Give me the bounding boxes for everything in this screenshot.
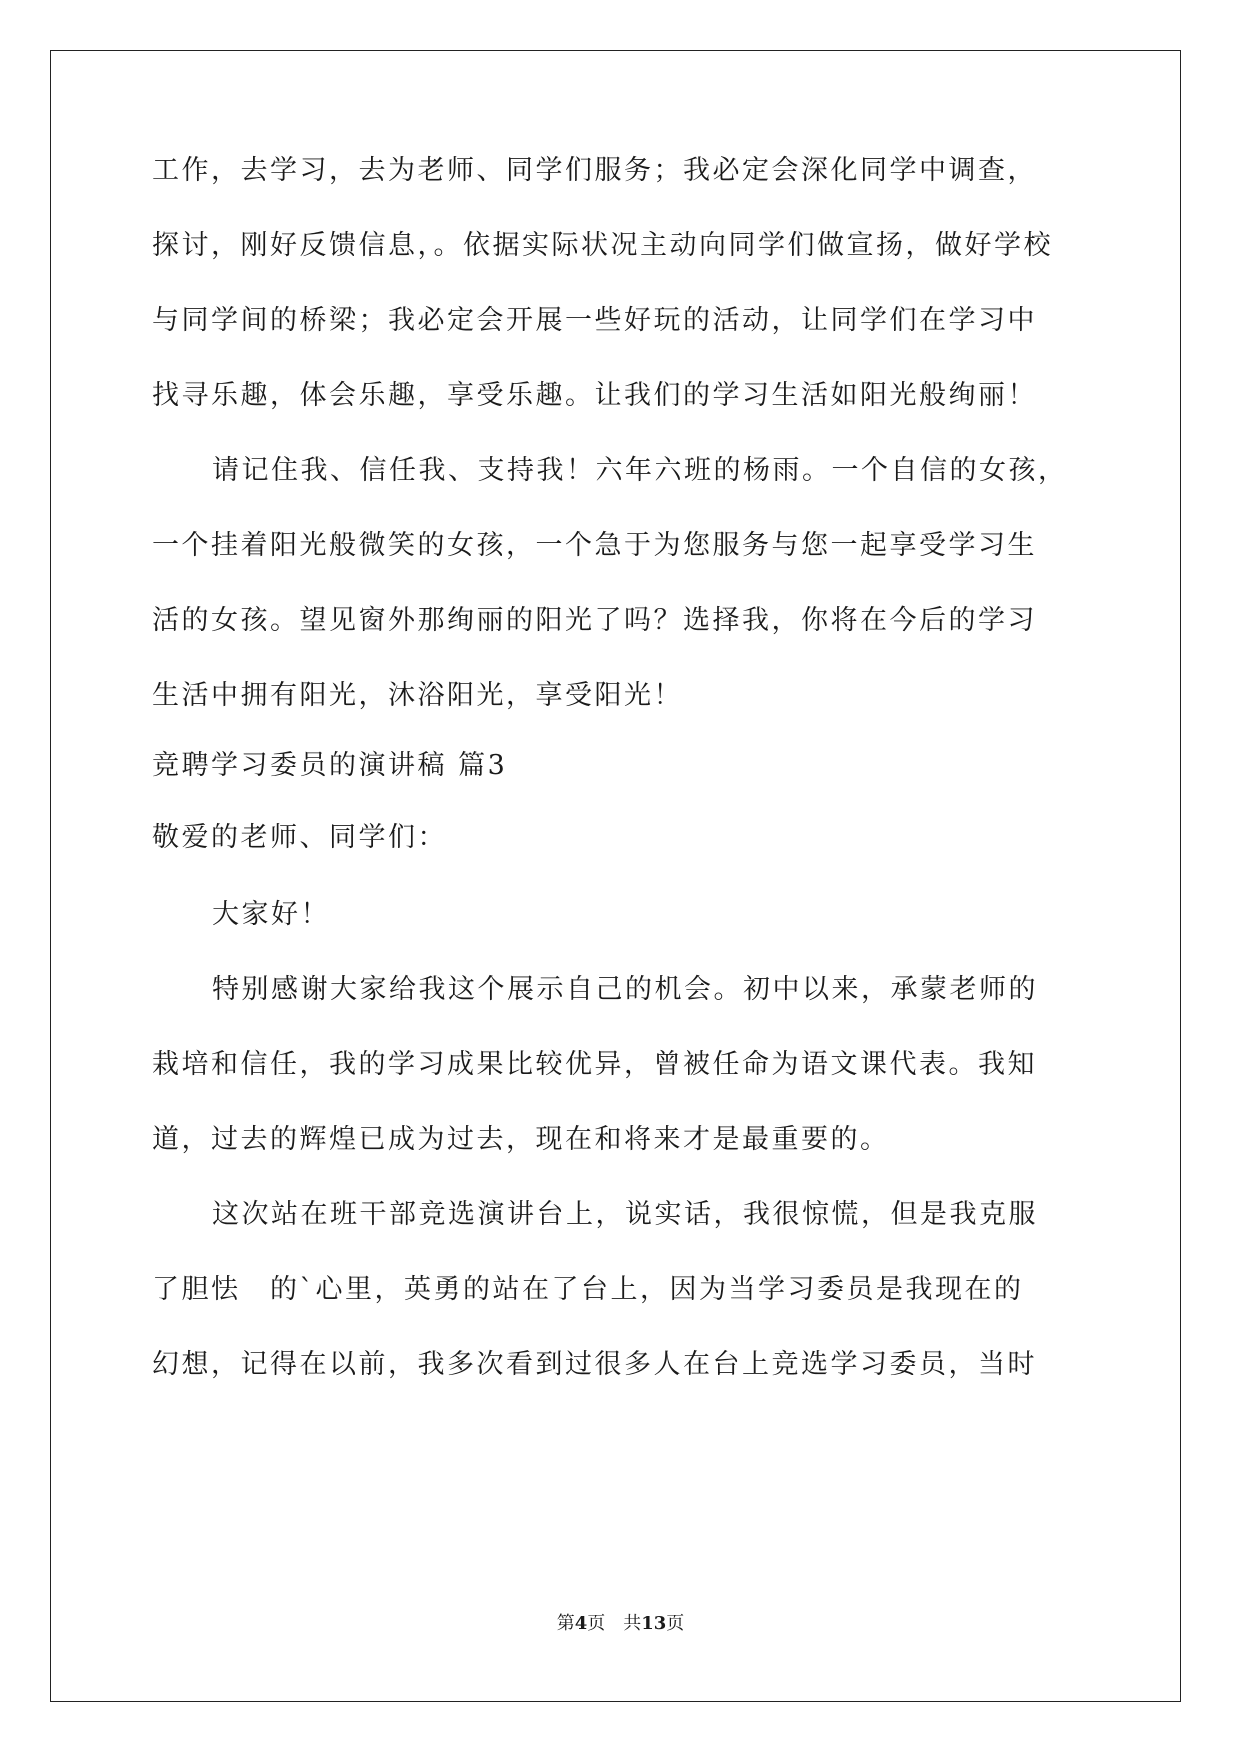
body-line: 生活中拥有阳光，沐浴阳光，享受阳光！ xyxy=(152,680,683,711)
section-heading: 竞聘学习委员的演讲稿 篇3 xyxy=(152,750,508,781)
body-line: 请记住我、信任我、支持我！六年六班的杨雨。一个自信的女孩， xyxy=(212,455,1068,486)
body-line: 探讨，刚好反馈信息，。依据实际状况主动向同学们做宣扬，做好学校 xyxy=(152,230,1053,261)
greeting: 大家好！ xyxy=(212,899,330,930)
page-footer xyxy=(0,1612,1241,1636)
body-line: 这次站在班干部竞选演讲台上，说实话，我很惊慌，但是我克服 xyxy=(212,1199,1038,1230)
body-line: 工作，去学习，去为老师、同学们服务；我必定会深化同学中调查， xyxy=(152,155,1037,186)
body-line: 栽培和信任，我的学习成果比较优异，曾被任命为语文课代表。我知 xyxy=(152,1049,1037,1080)
body-line: 一个挂着阳光般微笑的女孩，一个急于为您服务与您一起享受学习生 xyxy=(152,530,1037,561)
page-number: 4 xyxy=(574,1613,588,1634)
body-line: 特别感谢大家给我这个展示自己的机会。初中以来，承蒙老师的 xyxy=(212,974,1038,1005)
salutation: 敬爱的老师、同学们： xyxy=(152,822,447,853)
body-line: 道，过去的辉煌已成为过去，现在和将来才是最重要的。 xyxy=(152,1124,890,1155)
total-suffix: 页 xyxy=(666,1613,685,1634)
page-border xyxy=(50,50,1181,1702)
body-line: 活的女孩。望见窗外那绚丽的阳光了吗？选择我，你将在今后的学习 xyxy=(152,605,1037,636)
body-line: 幻想，记得在以前，我多次看到过很多人在台上竞选学习委员，当时 xyxy=(152,1349,1037,1380)
body-line: 了胆怯 的`心里，英勇的站在了台上，因为当学习委员是我现在的 xyxy=(152,1274,1024,1305)
body-line: 与同学间的桥梁；我必定会开展一些好玩的活动，让同学们在学习中 xyxy=(152,305,1037,336)
page-suffix: 页 xyxy=(587,1613,606,1634)
total-prefix: 共 xyxy=(623,1613,642,1634)
body-line: 找寻乐趣，体会乐趣，享受乐趣。让我们的学习生活如阳光般绚丽！ xyxy=(152,380,1037,411)
total-pages: 13 xyxy=(641,1613,667,1634)
page-prefix: 第 xyxy=(556,1613,575,1634)
